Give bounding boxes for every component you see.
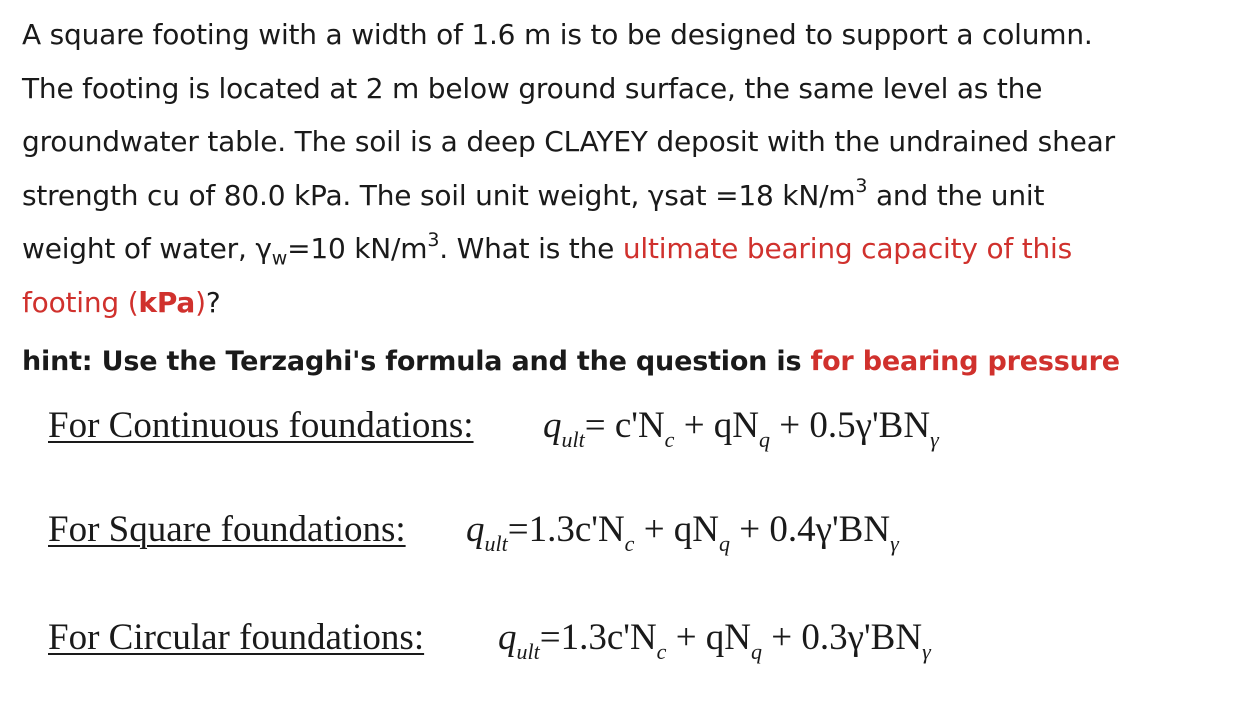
subscript-w: w — [271, 247, 288, 270]
formula-label: For Circular foundations: — [48, 617, 425, 658]
highlight-footing: footing ( — [22, 285, 139, 319]
highlight-close-paren: ) — [195, 285, 206, 319]
question-line-5-mid: =10 kN/m — [287, 232, 428, 265]
question-line-5-text: weight of water, γ — [22, 232, 272, 265]
formula-label: For Square foundations: — [48, 509, 406, 550]
question-line-6 — [22, 276, 1222, 330]
superscript-3: 3 — [855, 175, 868, 198]
hint-text — [22, 346, 1120, 377]
question-line-4-end: and the unit — [867, 178, 1045, 212]
question-line-5 — [22, 222, 1222, 276]
formula-square — [48, 508, 899, 556]
hint-label: hint: Use the Terzaghi's formula and the question is — [22, 346, 811, 377]
hint-highlight: for bearing pressure — [810, 346, 1120, 377]
highlight-kpa: kPa — [138, 285, 196, 319]
formula-equation: $q_{ult}=1.3c'N_c + qN_q + 0.4\gamma'BN_\gamma$ — [466, 509, 899, 556]
formula-equation: $q_{ult}= c'N_c + qN_q + 0.5\gamma'BN_\gamma$ — [543, 405, 939, 452]
question-line-4 — [22, 169, 1222, 223]
formula-equation: $q_{ult}=1.3c'N_c + qN_q + 0.3\gamma'BN_\gamma$ — [498, 617, 931, 664]
question-text — [22, 8, 1222, 329]
question-line-3: groundwater table. The soil is a deep CLAYEY deposit with the undrained shear — [22, 125, 1115, 158]
formula-label: For Continuous foundations: — [48, 405, 474, 446]
question-line-2: The footing is located at 2 m below ground surface, the same level as the — [22, 71, 1043, 105]
superscript-3: 3 — [427, 228, 440, 251]
question-line-5-post: . What is the — [439, 232, 623, 265]
formula-continuous — [48, 404, 939, 452]
question-line-4-text: strength cu of 80.0 kPa. The soil unit weight, γsat =18 kN/m — [22, 178, 856, 212]
question-line-1: A square footing with a width of 1.6 m is to be designed to support a column. — [22, 18, 1093, 51]
highlight-ultimate-bearing: ultimate bearing capacity of this — [622, 232, 1073, 265]
question-mark: ? — [205, 285, 221, 319]
formula-circular — [48, 616, 931, 664]
